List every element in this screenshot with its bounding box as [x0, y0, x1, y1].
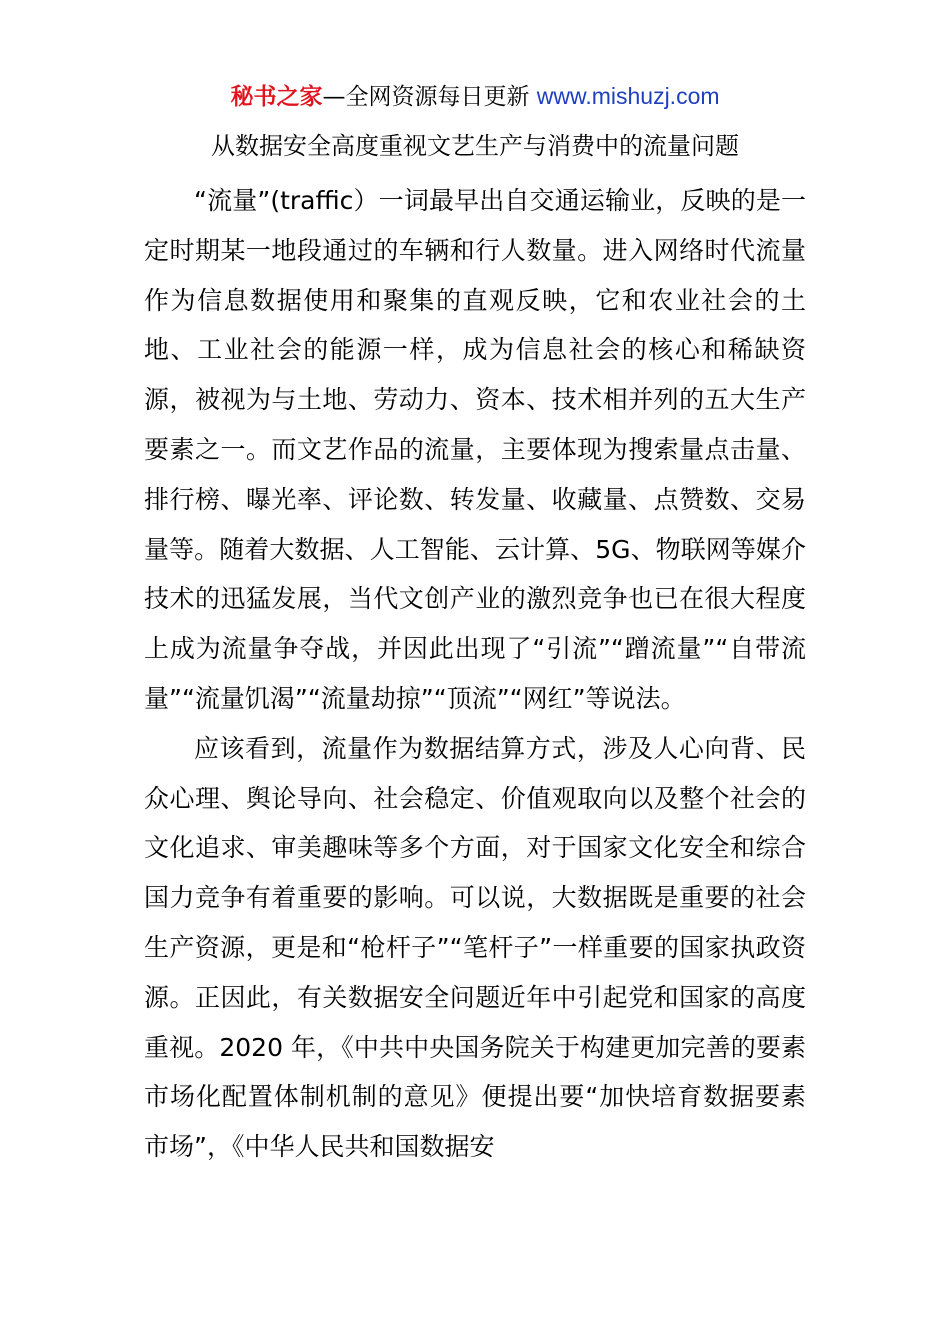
- site-slogan: —全网资源每日更新: [322, 84, 530, 110]
- site-header: [0, 80, 950, 113]
- article-body: [144, 176, 806, 1172]
- site-url-link[interactable]: www.mishuzj.com: [536, 83, 720, 109]
- site-brand: 秘书之家: [230, 84, 323, 110]
- article-title: 从数据安全高度重视文艺生产与消费中的流量问题: [211, 132, 739, 160]
- paragraph-2: 应该看到，流量作为数据结算方式，涉及人心向背、民众心理、舆论导向、社会稳定、价值观取向以及整个社会的文化追求、审美趣味等多个方面，对于国家文化安全和综合国力竞争有着重要的影响。可以说，大数据既是重要的社会生产资源，更是和“枪杆子”“笔杆子”一样重要的国家执政资源。正因此，有关数据安全问题近年中引起党和国家的高度重视。2020 年，《中共中央国务院关于构建更加完善的要素市场化配置体制机制的意见》便提出要“加快培育数据要素市场”，《中华人民共和国数据安: [144, 733, 806, 1162]
- paragraph-1: “流量”(traffic）一词最早出自交通运输业，反映的是一定时期某一地段通过的车辆和行人数量。进入网络时代流量作为信息数据使用和聚集的直观反映，它和农业社会的土地、工业社会的能源一样，成为信息社会的核心和稀缺资源，被视为与土地、劳动力、资本、技术相并列的五大生产要素之一。而文艺作品的流量，主要体现为搜索量点击量、排行榜、曝光率、评论数、转发量、收藏量、点赞数、交易量等。随着大数据、人工智能、云计算、5G、物联网等媒介技术的迅猛发展，当代文创产业的激烈竞争也已在很大程度上成为流量争夺战，并因此出现了“引流”“蹭流量”“自带流量”“流量饥渴”“流量劫掠”“顶流”“网红”等说法。: [144, 186, 806, 713]
